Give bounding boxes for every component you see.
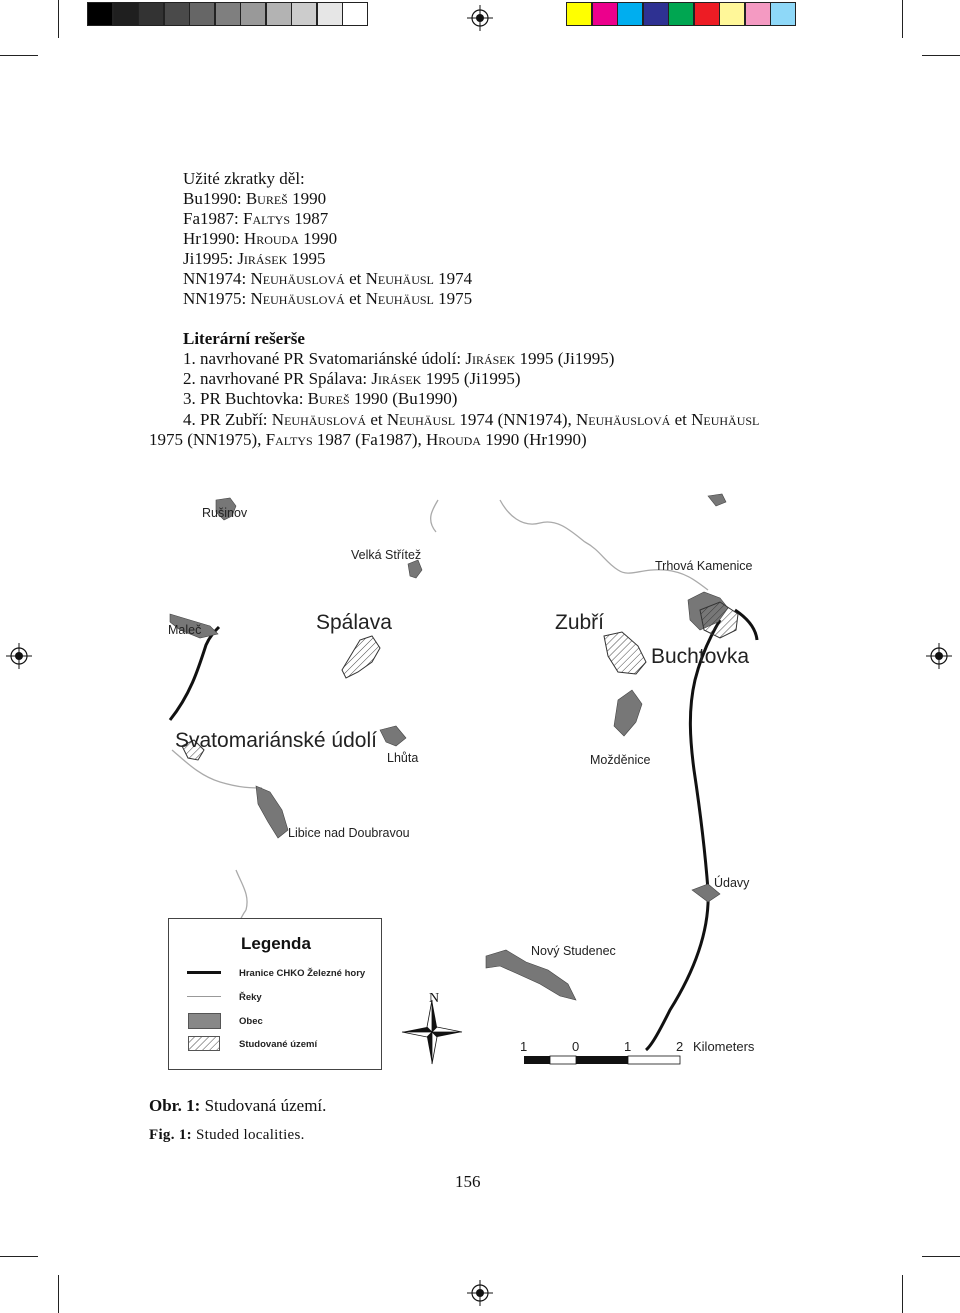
place-label: Možděnice <box>590 753 651 767</box>
color-swatch <box>694 2 720 26</box>
study-area-zubri <box>604 632 646 674</box>
figure-caption-cz: Obr. 1: Studovaná území. <box>149 1096 327 1115</box>
registration-mark-icon <box>467 5 493 31</box>
crop-mark <box>0 55 38 56</box>
color-swatch <box>189 2 215 26</box>
study-area-spalava <box>342 636 380 678</box>
review-item: 1. navrhované PR Svatomariánské údolí: Jirásek 1995 (Ji1995) <box>183 349 615 368</box>
review-heading: Literární rešerše <box>183 329 305 348</box>
scale-tick: 2 <box>676 1039 684 1054</box>
crop-mark <box>922 55 960 56</box>
place-label: Nový Studenec <box>531 944 616 958</box>
legend-village-symbol <box>188 1013 221 1029</box>
color-swatch <box>668 2 694 26</box>
color-swatch <box>342 2 368 26</box>
crop-mark <box>58 0 59 38</box>
color-swatch <box>113 2 139 26</box>
place-label: Maleč <box>168 623 202 637</box>
figure-caption-en: Fig. 1: Studed localities. <box>149 1127 305 1143</box>
color-swatch <box>240 2 266 26</box>
north-label: N <box>429 991 440 1006</box>
color-swatch <box>266 2 292 26</box>
color-swatch <box>215 2 241 26</box>
scale-tick: 1 <box>624 1039 632 1054</box>
color-swatch <box>87 2 113 26</box>
study-area-buchtovka <box>700 602 738 638</box>
legend-study-symbol <box>188 1036 220 1051</box>
color-swatch <box>317 2 343 26</box>
page-number: 156 <box>455 1172 481 1191</box>
legend-river-symbol <box>187 996 221 997</box>
crop-mark <box>58 1275 59 1313</box>
legend-study-label: Studované území <box>239 1039 318 1050</box>
study-area-label: Spálava <box>316 611 392 634</box>
legend-village-label: Obec <box>239 1016 263 1027</box>
place-label: Velká Střítež <box>351 548 422 562</box>
crop-mark <box>922 1256 960 1257</box>
place-label: Údavy <box>714 876 750 890</box>
place-label: Libice nad Doubravou <box>288 826 410 840</box>
color-swatch <box>643 2 669 26</box>
review-item: 4. PR Zubří: Neuhäuslová et Neuhäusl 1974 (NN1974), Neuhäuslová et Neuhäusl <box>183 410 760 429</box>
crop-mark <box>902 0 903 38</box>
place-label: Rušinov <box>202 506 248 520</box>
crop-mark <box>0 1256 38 1257</box>
color-swatch <box>617 2 643 26</box>
legend-boundary-label: Hranice CHKO Železné hory <box>239 968 366 979</box>
color-swatch <box>770 2 796 26</box>
registration-mark-icon <box>467 1280 493 1306</box>
study-area-label: Buchtovka <box>651 645 750 668</box>
place-label: Trhová Kamenice <box>655 559 753 573</box>
abbrev-line: Bu1990: Bureš 1990 <box>183 189 327 208</box>
abbrev-heading: Užité zkratky děl: <box>183 169 305 188</box>
crop-mark <box>902 1275 903 1313</box>
study-area-label: Zubří <box>555 611 605 634</box>
color-swatch <box>138 2 164 26</box>
color-swatch <box>719 2 745 26</box>
legend-title: Legenda <box>241 934 311 953</box>
color-swatch <box>291 2 317 26</box>
color-swatch <box>592 2 618 26</box>
abbrev-line: NN1975: Neuhäuslová et Neuhäusl 1975 <box>183 289 473 308</box>
scale-tick: 0 <box>572 1039 580 1054</box>
abbrev-line: NN1974: Neuhäuslová et Neuhäusl 1974 <box>183 269 473 288</box>
study-area-label: Svatomariánské údolí <box>175 729 377 752</box>
north-arrow-icon <box>402 1000 462 1064</box>
place-label: Lhůta <box>387 751 419 765</box>
review-item: 2. navrhované PR Spálava: Jirásek 1995 (Ji1995) <box>183 369 521 388</box>
abbrev-line: Ji1995: Jirásek 1995 <box>183 249 326 268</box>
legend-river-label: Řeky <box>239 992 262 1003</box>
review-item: 3. PR Buchtovka: Bureš 1990 (Bu1990) <box>183 389 458 408</box>
registration-mark-icon <box>6 643 32 669</box>
chko-boundary <box>170 627 219 720</box>
scale-tick: 1 <box>520 1039 528 1054</box>
scale-unit: Kilometers <box>693 1039 755 1054</box>
abbrev-line: Hr1990: Hrouda 1990 <box>183 229 338 248</box>
review-item-continued: 1975 (NN1975), Faltys 1987 (Fa1987), Hrouda 1990 (Hr1990) <box>149 430 587 449</box>
chko-boundary <box>646 610 757 1050</box>
abbrev-line: Fa1987: Faltys 1987 <box>183 209 329 228</box>
scale-bar <box>524 1056 680 1064</box>
color-swatch <box>745 2 771 26</box>
legend-boundary-symbol <box>187 971 221 974</box>
color-swatch <box>566 2 592 26</box>
map-legend <box>168 918 382 1070</box>
registration-mark-icon <box>926 643 952 669</box>
color-swatch <box>164 2 190 26</box>
